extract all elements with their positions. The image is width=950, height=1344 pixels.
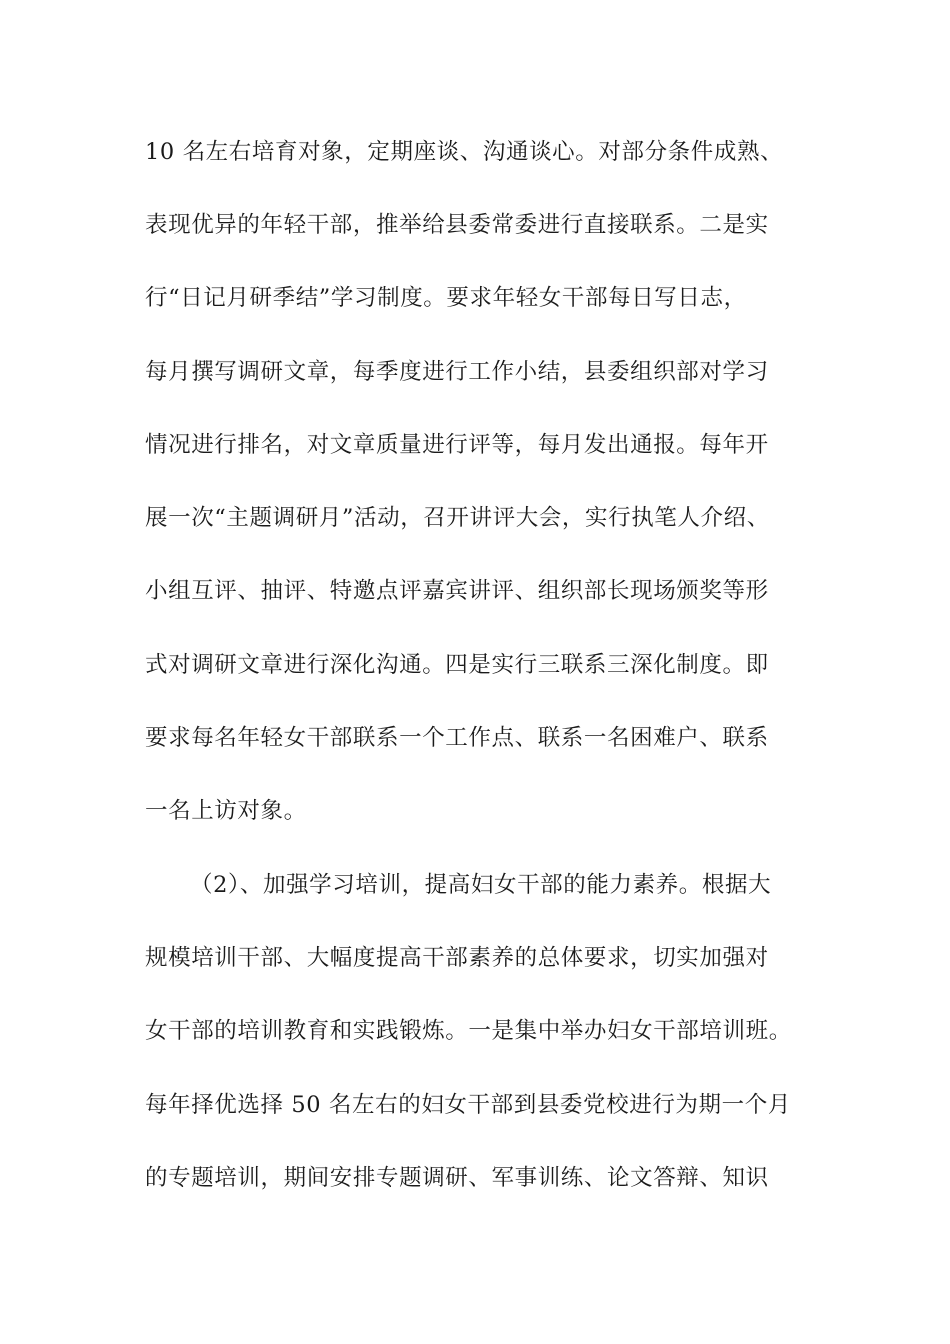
text-line: 规模培训干部、大幅度提高干部素养的总体要求，切实加强对 bbox=[145, 945, 769, 971]
paragraph-heading-line: （2）、加强学习培训，提高妇女干部的能力素养。根据大 bbox=[190, 872, 772, 898]
text-line: 每月撰写调研文章，每季度进行工作小结，县委组织部对学习 bbox=[145, 359, 769, 385]
text-line: 展一次“主题调研月”活动，召开讲评大会，实行执笔人介绍、 bbox=[145, 505, 770, 531]
text-line: 式对调研文章进行深化沟通。四是实行三联系三深化制度。即 bbox=[145, 652, 769, 678]
text-line: 10 名左右培育对象，定期座谈、沟通谈心。对部分条件成熟、 bbox=[145, 139, 784, 165]
text-line: 情况进行排名，对文章质量进行评等，每月发出通报。每年开 bbox=[145, 432, 769, 458]
text-line: 女干部的培训教育和实践锻炼。一是集中举办妇女干部培训班。 bbox=[145, 1018, 792, 1044]
text-line: 小组互评、抽评、特邀点评嘉宾讲评、组织部长现场颁奖等形 bbox=[145, 578, 769, 604]
text-line: 行“日记月研季结”学习制度。要求年轻女干部每日写日志， bbox=[145, 285, 747, 311]
text-line: 一名上访对象。 bbox=[145, 798, 307, 824]
text-line: 要求每名年轻女干部联系一个工作点、联系一名困难户、联系 bbox=[145, 725, 769, 751]
text-line: 的专题培训，期间安排专题调研、军事训练、论文答辩、知识 bbox=[145, 1165, 769, 1191]
text-line: 表现优异的年轻干部，推举给县委常委进行直接联系。二是实 bbox=[145, 212, 769, 238]
text-line: 每年择优选择 50 名左右的妇女干部到县委党校进行为期一个月 bbox=[145, 1092, 791, 1118]
